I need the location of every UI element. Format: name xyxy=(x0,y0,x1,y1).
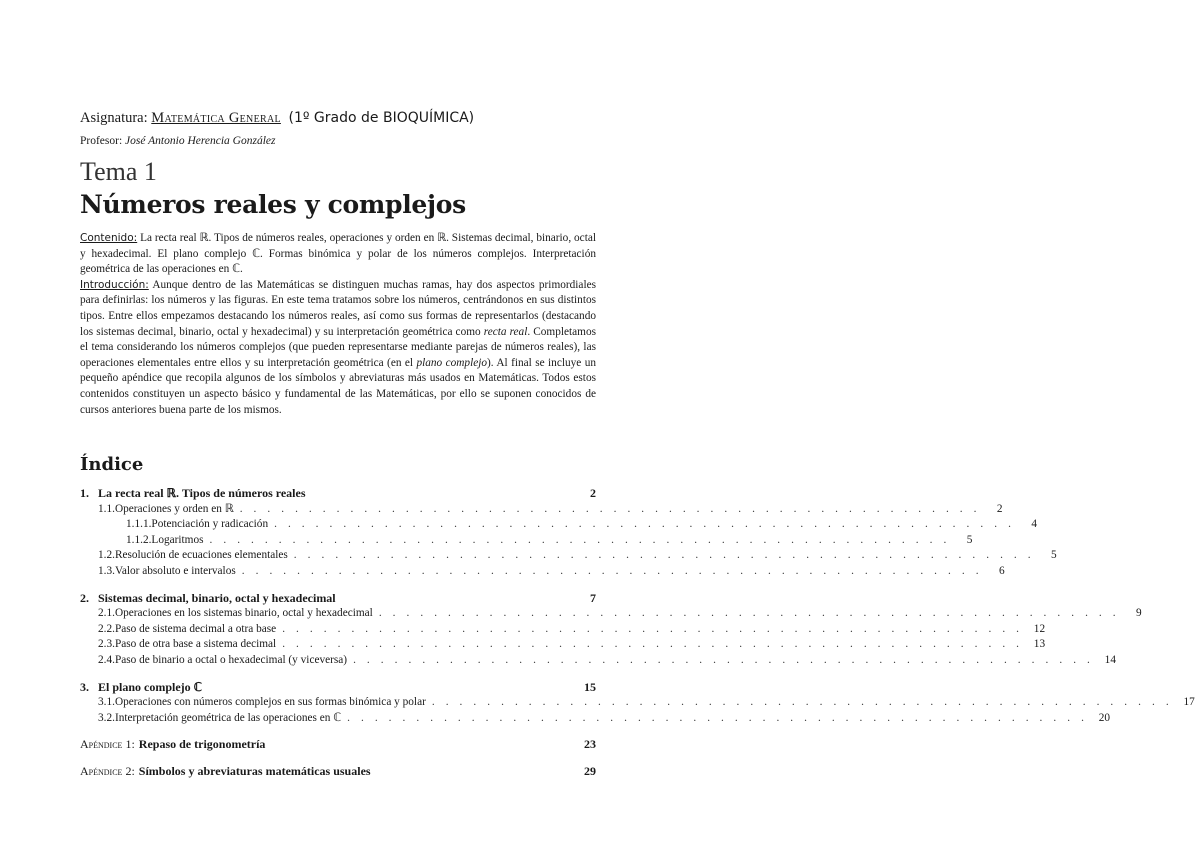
toc-label: Potenciación y radicación xyxy=(151,518,269,531)
toc-number: 1.2. xyxy=(98,549,115,562)
intro-paragraph xyxy=(80,278,596,418)
toc-page: 20 xyxy=(1098,711,1111,724)
toc-page: 17 xyxy=(1183,696,1195,709)
subject-label: Asignatura: xyxy=(80,110,152,126)
toc-page: 12 xyxy=(1033,622,1046,635)
toc-number: 3.1. xyxy=(98,696,115,709)
toc-entry-1-2[interactable] xyxy=(80,548,1057,564)
contenido-paragraph xyxy=(80,231,596,278)
toc-leader: . . . . . . . . . . . . . . . . . . . . . . . . . . . . . . . . . . . . . . . . . . . . . . . . . . . . . . xyxy=(282,638,1024,651)
toc-number: 2.1. xyxy=(98,607,115,620)
toc-page: 13 xyxy=(1033,638,1046,651)
toc-leader: . . . . . . . . . . . . . . . . . . . . . . . . . . . . . . . . . . . . . . . . . . . . . . . . . . . . . . xyxy=(282,622,1024,635)
toc-heading: Índice xyxy=(80,454,144,475)
toc-entry-section-2[interactable] xyxy=(80,591,596,607)
toc-number: 2.3. xyxy=(98,638,115,651)
intro-label: Introducción: xyxy=(80,278,149,291)
toc-entry-appendix-1[interactable] xyxy=(80,737,596,753)
toc-page: 14 xyxy=(1104,653,1116,666)
intro-text-3: ). Al final se incluye un pequeño apéndice que recopila algunos de los símbolos y abreviaturas más usados en Matemáticas. Todos estos contenidos constituyen un aspecto básico y fundamental de las Matemáticas, por ello se suponen conocidos de cursos anteriores buena parte de los mismos. xyxy=(80,356,597,416)
toc-page: 23 xyxy=(584,737,596,752)
toc-label: Operaciones en los sistemas binario, octal y hexadecimal xyxy=(114,607,373,620)
toc-label: Valor absoluto e intervalos xyxy=(114,564,236,577)
toc-page: 15 xyxy=(584,679,596,694)
toc-page: 9 xyxy=(1136,607,1142,620)
toc-label: Paso de otra base a sistema decimal xyxy=(114,638,277,651)
toc-number: 2.4. xyxy=(98,653,115,666)
toc-number: 1.3. xyxy=(98,564,115,577)
toc-entry-section-1[interactable] xyxy=(80,486,596,502)
toc-entry-1-1[interactable] xyxy=(80,502,1003,518)
toc-number: 1.1. xyxy=(98,502,115,515)
toc-page: 7 xyxy=(590,590,596,605)
toc-label: Operaciones y orden en ℝ xyxy=(114,502,234,515)
degree-label: (1º Grado de BIOQUÍMICA) xyxy=(288,110,475,126)
professor-line xyxy=(80,135,275,147)
toc-entry-1-1-1[interactable] xyxy=(80,517,1037,533)
toc-label: Símbolos y abreviaturas matemáticas usuales xyxy=(138,763,371,778)
toc-label: La recta real ℝ. Tipos de números reales xyxy=(98,486,306,500)
intro-emphasis-2: plano complejo xyxy=(416,356,488,369)
toc-label: Sistemas decimal, binario, octal y hexadecimal xyxy=(98,590,336,605)
toc-label: Paso de binario a octal o hexadecimal (y viceversa) xyxy=(114,653,348,666)
toc-number: 1. xyxy=(80,486,89,500)
toc-page: 6 xyxy=(998,564,1005,577)
chapter-title: Números reales y complejos xyxy=(80,190,466,219)
toc-label: Resolución de ecuaciones elementales xyxy=(114,549,288,562)
toc-entry-1-3[interactable] xyxy=(80,564,1005,580)
toc-entry-2-3[interactable] xyxy=(80,637,1046,653)
toc-leader: . . . . . . . . . . . . . . . . . . . . . . . . . . . . . . . . . . . . . . . . . . . . . . . . . . . . . . xyxy=(431,696,1173,709)
contenido-text: La recta real ℝ. Tipos de números reales, operaciones y orden en ℝ. Sistemas decimal, binario, octal y hexadecimal. El plano complejo ℂ. Formas binómica y polar de los números complejos. Interpretación geométrica de las operaciones en ℂ. xyxy=(80,232,596,276)
toc-entry-section-3[interactable] xyxy=(80,680,596,696)
toc-entry-2-4[interactable] xyxy=(80,653,1116,669)
contenido-label: Contenido: xyxy=(80,232,138,244)
intro-emphasis-1: recta real xyxy=(483,325,528,338)
toc-label: Interpretación geométrica de las operaciones en ℂ xyxy=(114,711,342,724)
toc-label: Operaciones con números complejos en sus formas binómica y polar xyxy=(114,696,426,709)
professor-label: Profesor: xyxy=(80,135,126,147)
course-name: Matemática General xyxy=(151,110,281,126)
toc-number: 1.1.1. xyxy=(126,518,152,531)
toc-number: 2.2. xyxy=(98,622,115,635)
toc-page: 5 xyxy=(1051,549,1057,562)
toc-page: 2 xyxy=(996,502,1003,515)
toc-leader: . . . . . . . . . . . . . . . . . . . . . . . . . . . . . . . . . . . . . . . . . . . . . . . . . . . . . . xyxy=(293,549,1035,562)
table-of-contents xyxy=(80,486,1195,780)
toc-page: 29 xyxy=(584,763,596,778)
toc-number: 3. xyxy=(80,679,89,694)
toc-leader: . . . . . . . . . . . . . . . . . . . . . . . . . . . . . . . . . . . . . . . . . . . . . . . . . . . . . . xyxy=(347,711,1089,724)
toc-entry-2-2[interactable] xyxy=(80,622,1046,638)
toc-leader: . . . . . . . . . . . . . . . . . . . . . . . . . . . . . . . . . . . . . . . . . . . . . . . . . . . . . . xyxy=(241,564,983,577)
toc-number: 2. xyxy=(80,590,89,605)
professor-name: José Antonio Herencia González xyxy=(125,135,276,147)
toc-leader: . . . . . . . . . . . . . . . . . . . . . . . . . . . . . . . . . . . . . . . . . . . . . . . . . . . . . . xyxy=(378,607,1120,620)
toc-page: 5 xyxy=(966,533,973,546)
toc-page: 4 xyxy=(1031,518,1037,531)
intro-text-2: . Completamos el tema considerando los números complejos (que pueden representarse mediante parejas de números reales), las operaciones elementales entre ellos y su interpretación geométrica (en el xyxy=(80,325,596,369)
appendix-prefix: Apéndice 1: xyxy=(80,737,135,752)
toc-label: El plano complejo ℂ xyxy=(98,679,203,694)
toc-entry-3-1[interactable] xyxy=(80,695,1195,711)
toc-entry-2-1[interactable] xyxy=(80,606,1142,622)
chapter-number: Tema 1 xyxy=(80,157,157,186)
abstract xyxy=(80,231,596,418)
course-header xyxy=(80,110,600,127)
toc-leader: . . . . . . . . . . . . . . . . . . . . . . . . . . . . . . . . . . . . . . . . . . . . . . . . . . . . . . xyxy=(209,533,951,546)
intro-text-1: Aunque dentro de las Matemáticas se distinguen muchas ramas, hay dos aspectos primordiales para definirlas: los números y las figuras. En este tema tratamos sobre los números, centrándonos en sus distintos tipos. Entre ellos empezamos destacando los números reales, así como sus formas de representarlos (destacando los sistemas decimal, binario, octal y hexadecimal) y su interpretación geométrica como xyxy=(80,278,596,338)
toc-leader: . . . . . . . . . . . . . . . . . . . . . . . . . . . . . . . . . . . . . . . . . . . . . . . . . . . . . . xyxy=(274,518,1015,531)
toc-number: 1.1.2. xyxy=(126,533,152,546)
toc-entry-3-2[interactable] xyxy=(80,711,1111,727)
toc-leader: . . . . . . . . . . . . . . . . . . . . . . . . . . . . . . . . . . . . . . . . . . . . . . . . . . . . . . xyxy=(353,653,1094,666)
toc-label: Repaso de trigonometría xyxy=(138,737,266,752)
toc-label: Paso de sistema decimal a otra base xyxy=(114,622,277,635)
toc-leader: . . . . . . . . . . . . . . . . . . . . . . . . . . . . . . . . . . . . . . . . . . . . . . . . . . . . . . xyxy=(239,502,981,515)
toc-label: Logaritmos xyxy=(151,533,204,546)
toc-page: 2 xyxy=(590,486,596,500)
toc-entry-appendix-2[interactable] xyxy=(80,764,596,780)
toc-number: 3.2. xyxy=(98,711,115,724)
toc-entry-1-1-2[interactable] xyxy=(80,533,973,549)
appendix-prefix: Apéndice 2: xyxy=(80,763,135,778)
